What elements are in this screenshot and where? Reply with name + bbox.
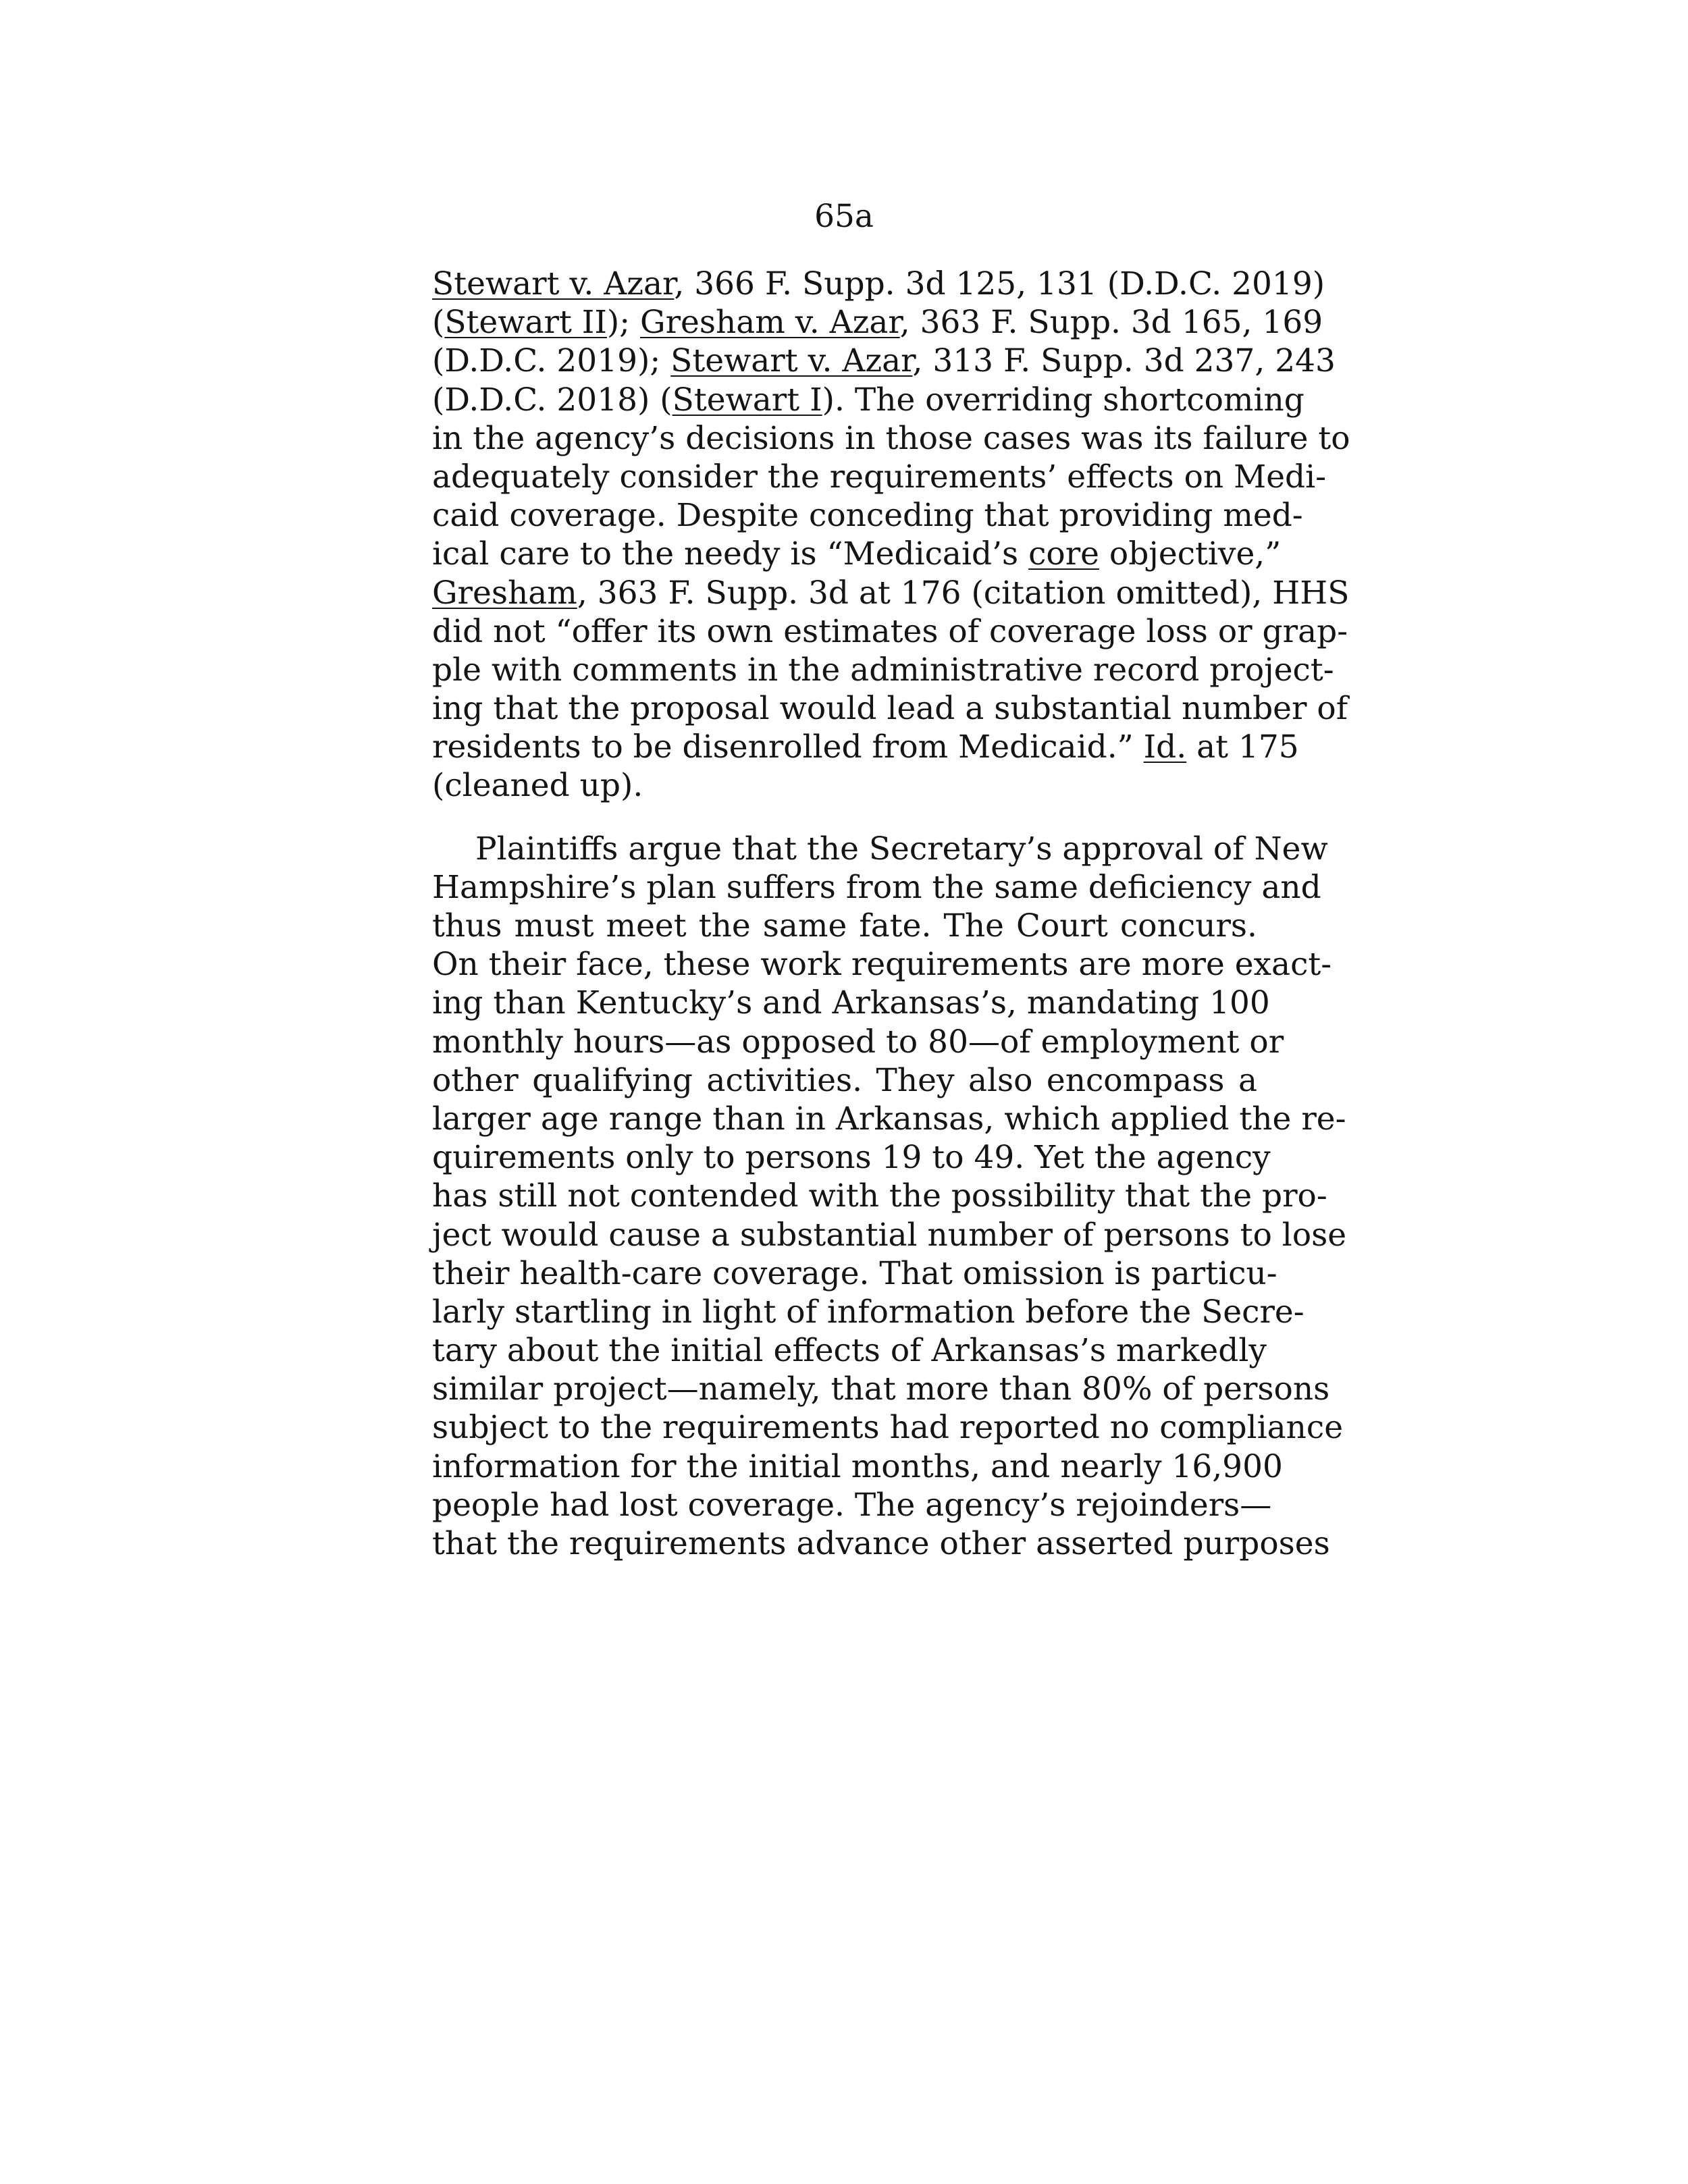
text-line: [432, 1216, 1347, 1254]
case-citation: core: [1028, 535, 1099, 573]
text-segment: people had lost coverage. The agency’s rejoinders—: [432, 1486, 1272, 1524]
paragraph: [432, 265, 1350, 805]
text-line: [432, 868, 1321, 907]
text-line: [432, 265, 1325, 303]
text-line: [432, 651, 1334, 689]
text-segment: similar project—namely, that more than 80% of persons: [432, 1370, 1330, 1408]
text-line: [432, 535, 1282, 573]
text-line: [432, 1524, 1330, 1563]
text-line: [432, 728, 1299, 766]
text-line: [432, 689, 1348, 728]
text-segment: monthly hours—as opposed to 80—of employment or: [432, 1023, 1284, 1061]
text-line: [432, 574, 1350, 612]
text-segment: larly startling in light of information before the Secre-: [432, 1293, 1304, 1331]
text-line: [432, 1486, 1272, 1524]
case-citation: Stewart II: [444, 304, 607, 342]
text-segment: (cleaned up).: [432, 767, 643, 805]
text-segment: , 366 F. Supp. 3d 125, 131 (D.D.C. 2019): [674, 265, 1325, 302]
page-number: 65a: [814, 198, 874, 235]
text-line: [432, 1293, 1304, 1331]
text-segment: tary about the initial effects of Arkansas’s markedly: [432, 1332, 1267, 1370]
text-segment: ple with comments in the administrative record project-: [432, 651, 1334, 689]
text-line: [432, 1023, 1284, 1061]
paragraph-gap: [432, 805, 1257, 830]
text-line: [432, 342, 1336, 380]
case-citation: Gresham v. Azar: [640, 304, 900, 342]
case-citation: Stewart v. Azar: [432, 265, 675, 302]
text-line: [432, 907, 1257, 945]
text-segment: other qualifying activities. They also encompass a: [432, 1061, 1257, 1099]
text-segment: their health-care coverage. That omission is particu-: [432, 1254, 1277, 1292]
case-citation: Stewart v. Azar: [670, 342, 913, 380]
text-segment: in the agency’s decisions in those cases was its failure to: [432, 419, 1350, 457]
text-segment: );: [606, 304, 641, 342]
text-segment: thus must meet the same fate. The Court concurs.: [432, 907, 1257, 944]
text-segment: adequately consider the requirements’ effects on Medi-: [432, 458, 1327, 496]
paragraph: [432, 830, 1347, 1564]
case-citation: Gresham: [432, 574, 577, 612]
text-segment: Plaintiffs argue that the Secretary’s approval of New: [475, 830, 1328, 868]
text-segment: quirements only to persons 19 to 49. Yet the agency: [432, 1139, 1271, 1177]
text-line: [432, 984, 1270, 1022]
text-segment: , 363 F. Supp. 3d at 176 (citation omitted), HHS: [577, 574, 1350, 612]
text-segment: , 363 F. Supp. 3d 165, 169: [899, 304, 1323, 342]
text-line: [432, 766, 1257, 805]
text-line: [432, 612, 1348, 651]
text-line: [432, 830, 1328, 868]
text-segment: (: [432, 304, 445, 342]
text-line: [432, 1100, 1346, 1138]
text-segment: did not “offer its own estimates of coverage loss or grap-: [432, 612, 1348, 650]
text-segment: ject would cause a substantial number of persons to lose: [432, 1216, 1347, 1254]
text-line: [432, 1408, 1344, 1447]
text-segment: has still not contended with the possibility that the pro-: [432, 1177, 1327, 1215]
text-segment: residents to be disenrolled from Medicaid.”: [432, 728, 1144, 766]
text-segment: ing that the proposal would lead a substantial number of: [432, 690, 1348, 728]
text-line: [432, 381, 1304, 419]
text-line: [432, 1177, 1327, 1215]
text-segment: at 175: [1186, 728, 1299, 766]
text-segment: that the requirements advance other asserted purposes: [432, 1525, 1330, 1562]
text-segment: Hampshire’s plan suffers from the same deficiency and: [432, 868, 1321, 906]
case-citation: Id.: [1143, 728, 1187, 766]
text-line: [432, 1061, 1257, 1100]
text-segment: information for the initial months, and nearly 16,900: [432, 1447, 1283, 1485]
text-line: [432, 458, 1327, 496]
text-segment: objective,”: [1099, 535, 1282, 573]
text-line: [432, 1138, 1271, 1177]
text-line: [432, 496, 1303, 535]
text-line: [432, 1370, 1330, 1408]
text-line: [432, 1447, 1283, 1486]
case-citation: Stewart I: [672, 381, 822, 419]
text-segment: ). The overriding shortcoming: [822, 381, 1304, 419]
text-segment: ical care to the needy is “Medicaid’s: [432, 535, 1029, 573]
text-line: [432, 945, 1332, 984]
text-segment: larger age range than in Arkansas, which applied the re-: [432, 1100, 1346, 1138]
text-line: [432, 419, 1350, 458]
text-segment: subject to the requirements had reported no compliance: [432, 1409, 1344, 1447]
text-line: [432, 1331, 1267, 1370]
text-segment: (D.D.C. 2018) (: [432, 381, 672, 419]
text-line: [432, 1254, 1277, 1293]
text-segment: caid coverage. Despite conceding that providing med-: [432, 497, 1303, 535]
text-line: [432, 303, 1323, 342]
text-segment: , 313 F. Supp. 3d 237, 243: [912, 342, 1336, 380]
text-segment: (D.D.C. 2019);: [432, 342, 671, 380]
text-segment: ing than Kentucky’s and Arkansas’s, mandating 100: [432, 984, 1270, 1022]
text-segment: On their face, these work requirements are more exact-: [432, 946, 1332, 984]
body-text: [432, 265, 1350, 1563]
